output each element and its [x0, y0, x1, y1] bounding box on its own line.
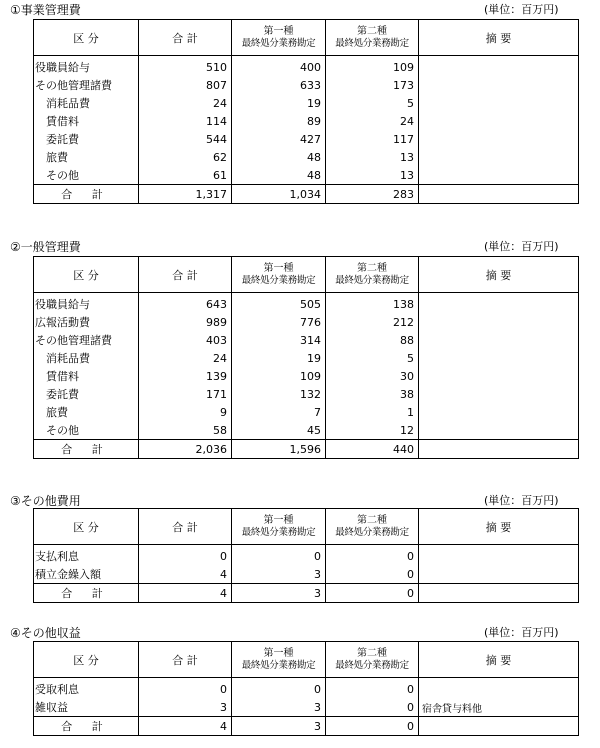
header-remarks: 摘 要 — [419, 642, 579, 678]
table-row: その他管理諸費 403 314 88 — [34, 331, 579, 349]
other-expenses-table — [33, 508, 579, 603]
total-row: 合 計 4 3 0 — [34, 717, 579, 736]
header-total: 合 計 — [139, 257, 232, 293]
table-row: 役職員給与 643 505 138 — [34, 293, 579, 314]
header-row — [34, 20, 579, 56]
unit-label: (単位：百万円) — [484, 494, 559, 507]
header-remarks: 摘 要 — [419, 257, 579, 293]
header-kubun: 区 分 — [34, 509, 139, 545]
header-type2: 第二種 最終処分業務勘定 — [326, 257, 419, 293]
table-row: 委託費 544 427 117 — [34, 130, 579, 148]
header-type2: 第二種 最終処分業務勘定 — [326, 20, 419, 56]
total-row: 合 計 2,036 1,596 440 — [34, 440, 579, 459]
table-row: その他 58 45 12 — [34, 421, 579, 440]
remark-housing-rent: 宿舎貸与料他 — [419, 698, 579, 717]
header-type1: 第一種 最終処分業務勘定 — [232, 509, 326, 545]
header-type1: 第一種 最終処分業務勘定 — [232, 20, 326, 56]
section-title-business-management: ①事業管理費 — [10, 3, 81, 17]
header-row — [34, 257, 579, 293]
unit-label: (単位：百万円) — [484, 626, 559, 639]
table-row: 賃借料 114 89 24 — [34, 112, 579, 130]
section-title-other-income: ④その他収益 — [10, 626, 81, 640]
header-kubun: 区 分 — [34, 257, 139, 293]
header-type2: 第二種 最終処分業務勘定 — [326, 509, 419, 545]
table-row: その他 61 48 13 — [34, 166, 579, 185]
table-row: 委託費 171 132 38 — [34, 385, 579, 403]
general-management-table — [33, 256, 579, 459]
total-row: 合 計 1,317 1,034 283 — [34, 185, 579, 204]
header-total: 合 計 — [139, 20, 232, 56]
unit-label: (単位：百万円) — [484, 3, 559, 16]
header-row — [34, 509, 579, 545]
header-kubun: 区 分 — [34, 20, 139, 56]
header-remarks: 摘 要 — [419, 20, 579, 56]
unit-label: (単位：百万円) — [484, 240, 559, 253]
other-income-table — [33, 641, 579, 736]
table-row: 旅費 62 48 13 — [34, 148, 579, 166]
total-row: 合 計 4 3 0 — [34, 584, 579, 603]
table-row: 消耗品費 24 19 5 — [34, 349, 579, 367]
header-type1: 第一種 最終処分業務勘定 — [232, 257, 326, 293]
table-row: 広報活動費 989 776 212 — [34, 313, 579, 331]
section-title-other-expenses: ③その他費用 — [10, 494, 81, 508]
section-title-general-management: ②一般管理費 — [10, 240, 81, 254]
header-row — [34, 642, 579, 678]
header-remarks: 摘 要 — [419, 509, 579, 545]
table-row: 消耗品費 24 19 5 — [34, 94, 579, 112]
table-row: その他管理諸費 807 633 173 — [34, 76, 579, 94]
table-row: 受取利息 0 0 0 — [34, 678, 579, 699]
table-row: 雑収益 3 3 0 宿舎貸与料他 — [34, 698, 579, 717]
header-type2: 第二種 最終処分業務勘定 — [326, 642, 419, 678]
table-row: 支払利息 0 0 0 — [34, 545, 579, 566]
table-row: 役職員給与 510 400 109 — [34, 56, 579, 77]
header-type1: 第一種 最終処分業務勘定 — [232, 642, 326, 678]
header-kubun: 区 分 — [34, 642, 139, 678]
table-row: 旅費 9 7 1 — [34, 403, 579, 421]
table-row: 賃借料 139 109 30 — [34, 367, 579, 385]
business-management-table — [33, 19, 579, 204]
table-row: 積立金繰入額 4 3 0 — [34, 565, 579, 584]
header-total: 合 計 — [139, 509, 232, 545]
header-total: 合 計 — [139, 642, 232, 678]
